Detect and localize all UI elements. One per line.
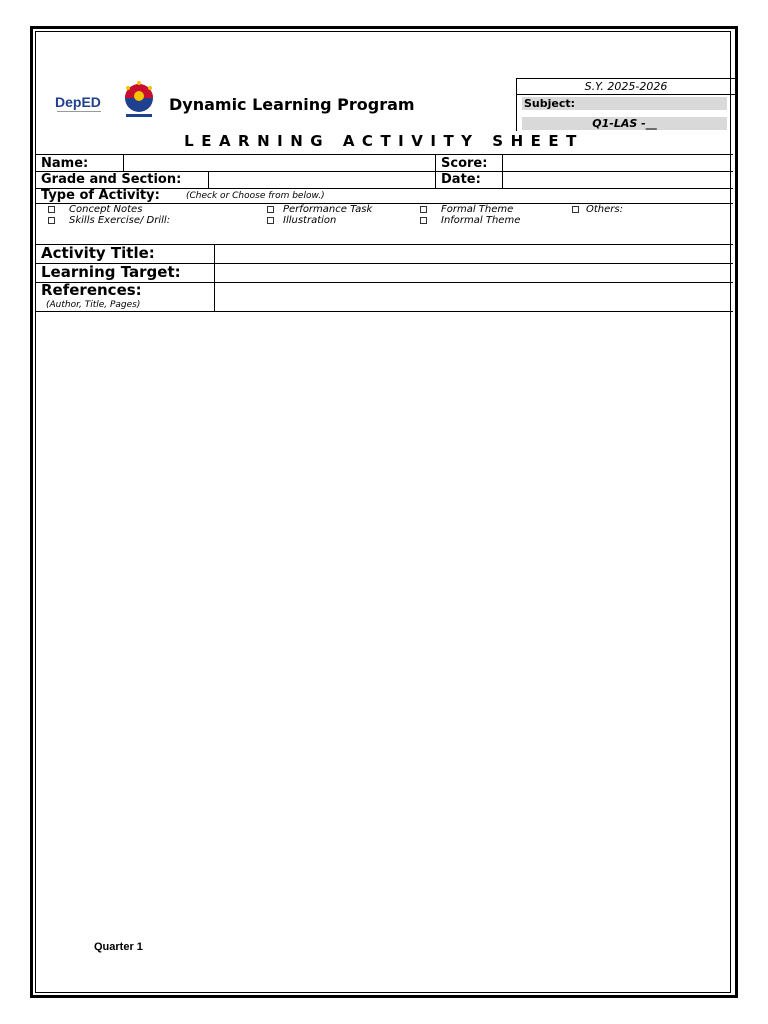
date-field[interactable] xyxy=(503,172,732,188)
option-skills-exercise[interactable] xyxy=(48,215,170,226)
name-label: Name: xyxy=(41,156,89,171)
activity-type-label: Type of Activity: xyxy=(41,188,160,203)
option-formal-theme[interactable] xyxy=(420,204,513,215)
quarter-footer: Quarter 1 xyxy=(94,941,143,953)
score-label: Score: xyxy=(441,156,488,171)
checkbox-icon[interactable] xyxy=(267,206,274,213)
subject-label: Subject: xyxy=(524,97,576,110)
option-performance-task[interactable] xyxy=(267,204,372,215)
rule xyxy=(36,311,733,312)
option-informal-theme[interactable] xyxy=(420,215,520,226)
program-title: Dynamic Learning Program xyxy=(169,95,415,114)
activity-title-label: Activity Title: xyxy=(41,244,155,262)
activity-type-note: (Check or Choose from below.) xyxy=(186,191,325,201)
checkbox-icon[interactable] xyxy=(420,217,427,224)
name-field[interactable] xyxy=(124,155,435,171)
sheet-title: LEARNING ACTIVITY SHEET xyxy=(184,132,584,150)
school-year: S.Y. 2025-2026 xyxy=(516,78,736,95)
checkbox-icon[interactable] xyxy=(48,206,55,213)
checkbox-icon[interactable] xyxy=(420,206,427,213)
score-field[interactable] xyxy=(503,155,732,171)
deped-logo xyxy=(55,93,105,117)
option-label: Skills Exercise/ Drill: xyxy=(69,215,171,226)
grade-section-label: Grade and Section: xyxy=(41,172,182,187)
learning-target-field[interactable] xyxy=(215,264,732,282)
option-others[interactable] xyxy=(572,204,623,215)
option-label: Formal Theme xyxy=(441,204,514,215)
references-note: (Author, Title, Pages) xyxy=(46,300,141,310)
option-label: Concept Notes xyxy=(69,204,143,215)
checkbox-icon[interactable] xyxy=(572,206,579,213)
grade-section-field[interactable] xyxy=(209,172,435,188)
activity-title-field[interactable] xyxy=(215,245,732,263)
bagong-pilipinas-logo xyxy=(118,80,160,120)
option-concept-notes[interactable] xyxy=(48,204,142,215)
option-label: Performance Task xyxy=(283,204,373,215)
references-field[interactable] xyxy=(215,283,732,311)
checkbox-icon[interactable] xyxy=(48,217,55,224)
las-label: Q1-LAS -__ xyxy=(592,117,657,130)
date-label: Date: xyxy=(441,172,481,187)
option-label: Others: xyxy=(586,204,623,215)
deped-logo-text: DepED xyxy=(55,94,101,110)
option-illustration[interactable] xyxy=(267,215,336,226)
option-label: Informal Theme xyxy=(441,215,521,226)
option-label: Illustration xyxy=(283,215,337,226)
checkbox-icon[interactable] xyxy=(267,217,274,224)
learning-target-label: Learning Target: xyxy=(41,263,181,281)
references-label: References: xyxy=(41,281,142,299)
activity-content-area[interactable] xyxy=(37,313,731,933)
